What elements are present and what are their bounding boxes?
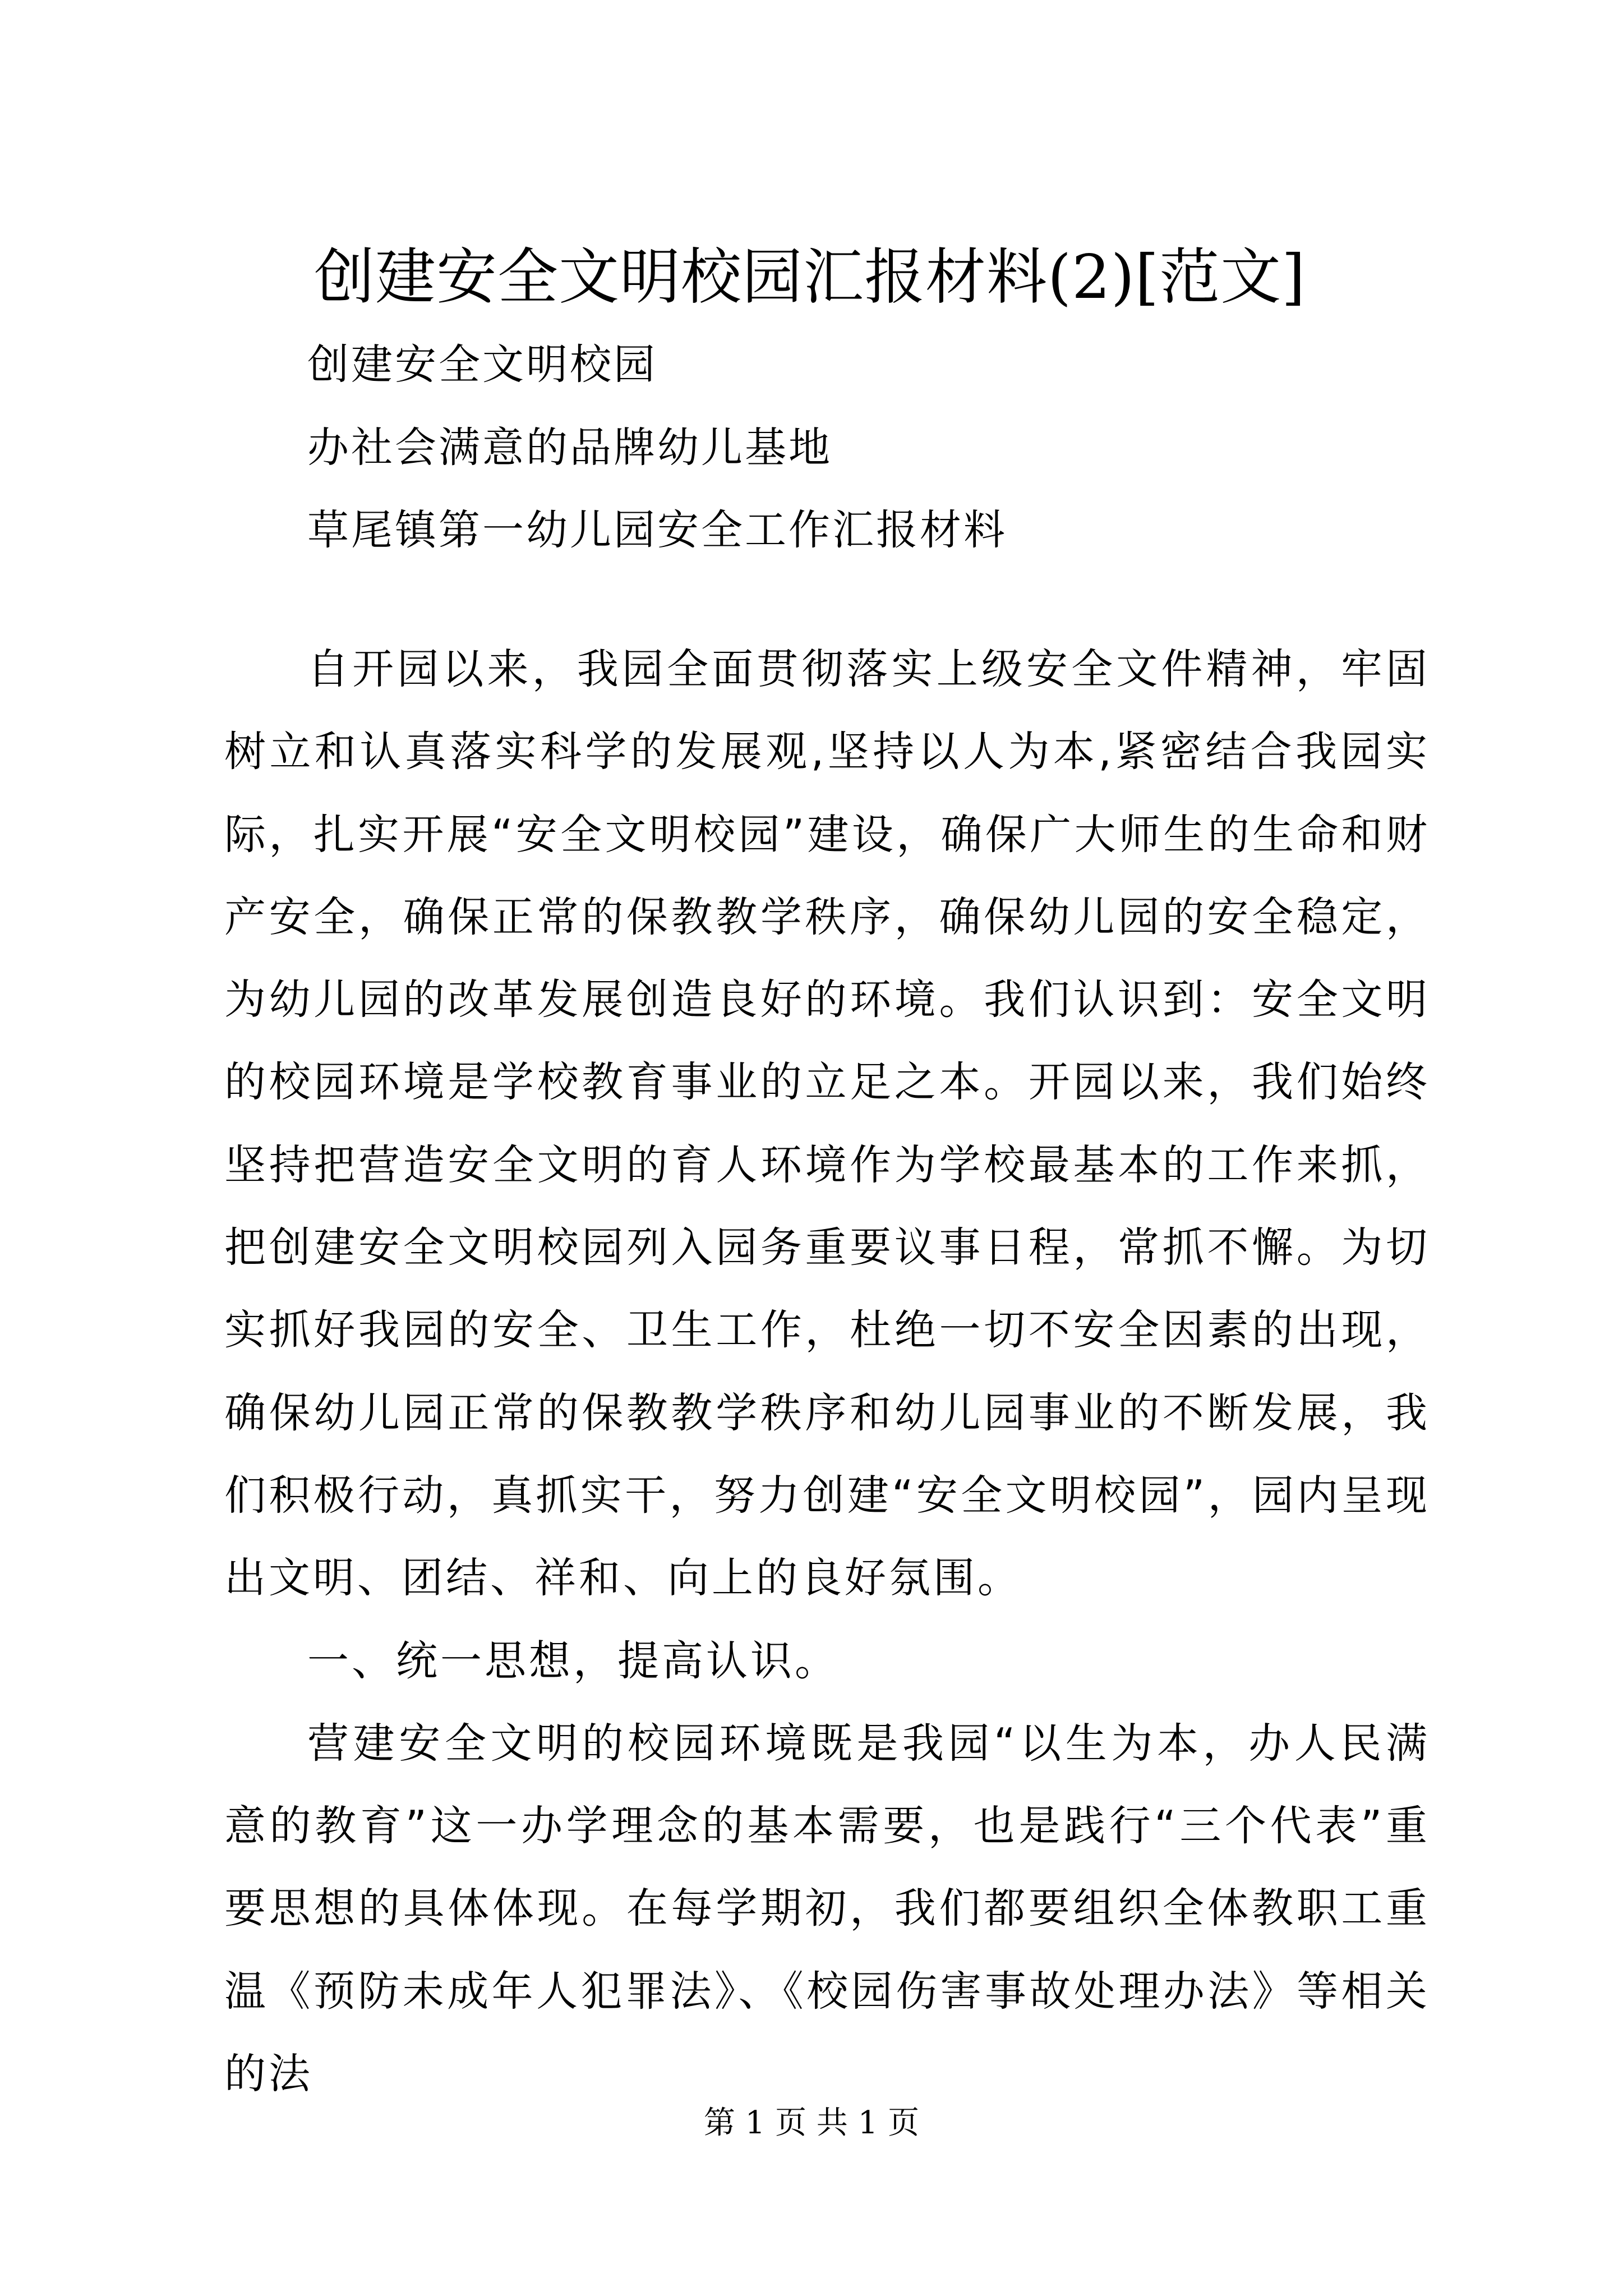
page-footer: 第 1 页 共 1 页 [703,2105,920,2141]
subtitle-line-2: 办社会满意的品牌幼儿基地 [307,424,832,472]
section-heading-1: 一、统一思想，提高认识。 [307,1636,839,1685]
paragraph-1: 自开园以来，我园全面贯彻落实上级安全文件精神，牢固树立和认真落实科学的发展观,坚持以人为本,紧密结合我园实际，扎实开展“安全文明校园”建设，确保广大师生的生命和财产安全，确保正常的保教教学秩序，确保幼儿园的安全稳定，为幼儿园的改革发展创造良好的环境。我们认识到：安全文明的校园环境是学校教育事业的立足之本。开园以来，我们始终坚持把营造安全文明的育人环境作为学校最基本的工作来抓，把创建安全文明校园列入园务重要议事日程，常抓不懈。为切实抓好我园的安全、卫生工作，杜绝一切不安全因素的出现，确保幼儿园正常的保教教学秩序和幼儿园事业的不断发展，我们积极行动，真抓实干，努力创建“安全文明校园”，园内呈现出文明、团结、祥和、向上的良好氛围。 [224,645,1430,1603]
subtitle-line-3: 草尾镇第一幼儿园安全工作汇报材料 [307,506,1007,554]
document-title: 创建安全文明校园汇报材料(2)[范文] [314,242,1306,312]
paragraph-2: 营建安全文明的校园环境既是我园“以生为本，办人民满意的教育”这一办学理念的基本需要，也是践行“三个代表”重要思想的具体体现。在每学期初，我们都要组织全体教职工重温《预防未成年人犯罪法》、《校园伤害事故处理办法》等相关的法 [224,1719,1430,2099]
document-body [224,628,1430,2115]
subtitle-line-1: 创建安全文明校园 [307,341,657,389]
